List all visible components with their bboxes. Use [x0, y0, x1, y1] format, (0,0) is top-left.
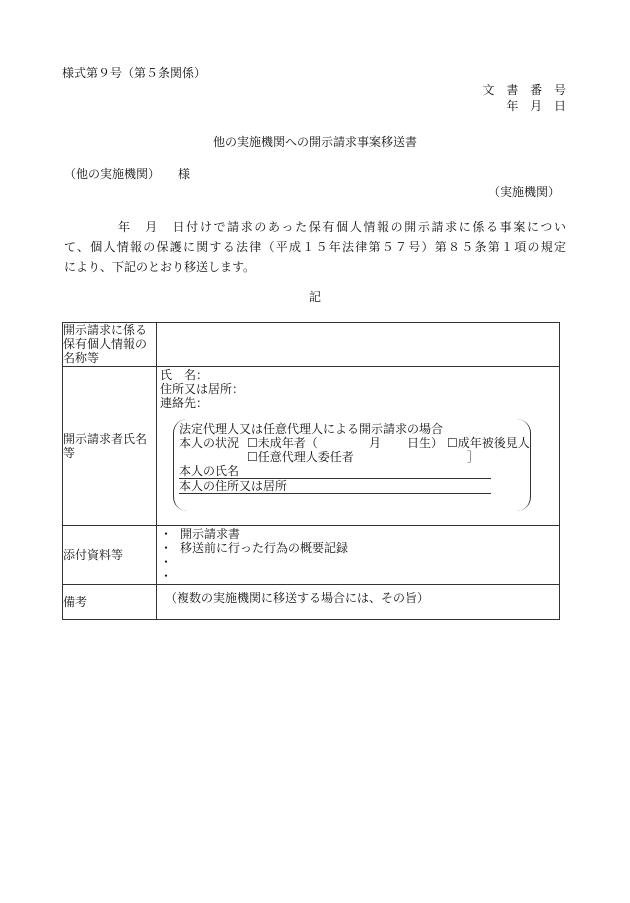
requester-name-label: 氏 名： — [160, 368, 209, 382]
ki-heading: 記 — [308, 290, 321, 304]
requester-label: 開示請求者氏名等 — [63, 367, 157, 526]
form-number: 様式第９号（第５条関係） — [62, 66, 207, 80]
document-title: 他の実施機関への開示請求事案移送書 — [212, 135, 417, 149]
requester-address-label: 住所又は居所： — [160, 382, 245, 396]
close-bracket: ］ — [467, 450, 480, 464]
person-name-field[interactable]: 本人の氏名 — [179, 464, 491, 479]
document-date: 年 月 日 — [506, 99, 570, 113]
status-row — [179, 436, 530, 450]
voluntary-row — [179, 450, 519, 464]
birth-day-label: 日生） — [407, 436, 444, 450]
agent-heading: 法定代理人又は任意代理人による開示請求の場合 — [179, 422, 444, 436]
recipient: （他の実施機関） 様 — [64, 167, 191, 181]
voluntary-agent-checkbox[interactable]: ☐任意代理人委任者 — [247, 450, 354, 464]
sender: （実施機関） — [487, 185, 560, 199]
transfer-form-table — [62, 322, 560, 620]
remarks-label: 備考 — [63, 585, 157, 620]
body-line: により、下記のとおり移送します。 — [64, 260, 256, 274]
remarks-field[interactable] — [157, 585, 560, 620]
remarks-text: （複数の実施機関に移送する場合には、その旨） — [165, 591, 430, 605]
attachments-field[interactable] — [157, 526, 560, 585]
minor-checkbox[interactable]: ☐未成年者（ — [247, 436, 318, 450]
table-row — [63, 526, 560, 585]
info-name-field[interactable] — [157, 323, 560, 367]
info-name-label: 開示請求に係る保有個人情報の名称等 — [63, 323, 157, 367]
status-label: 本人の状況 — [179, 436, 240, 450]
list-item: ・ 開示請求書 — [160, 527, 241, 541]
table-row — [63, 585, 560, 620]
body-line: 年 月 日付けで請求のあった保有個人情報の開示請求に係る事案につい — [118, 220, 566, 234]
list-item: ・ — [160, 555, 173, 569]
body-line: て、個人情報の保護に関する法律（平成１５年法律第５７号）第８５条第１項の規定 — [64, 240, 566, 254]
requester-field[interactable] — [157, 367, 560, 526]
list-item: ・ 移送前に行った行為の概要記録 — [160, 541, 349, 555]
person-address-field[interactable]: 本人の住所又は居所 — [179, 479, 491, 494]
body-paragraph — [64, 217, 566, 277]
requester-contact-label: 連絡先： — [160, 396, 209, 410]
list-item: ・ — [160, 569, 173, 583]
table-row — [63, 367, 560, 526]
document-number: 文 書 番 号 — [482, 83, 570, 97]
agent-section — [179, 422, 530, 494]
birth-month-label: 月 — [369, 436, 382, 450]
attachments-label: 添付資料等 — [63, 526, 157, 585]
adult-ward-checkbox[interactable]: ☐成年被後見人 — [447, 436, 530, 450]
table-row — [63, 323, 560, 367]
